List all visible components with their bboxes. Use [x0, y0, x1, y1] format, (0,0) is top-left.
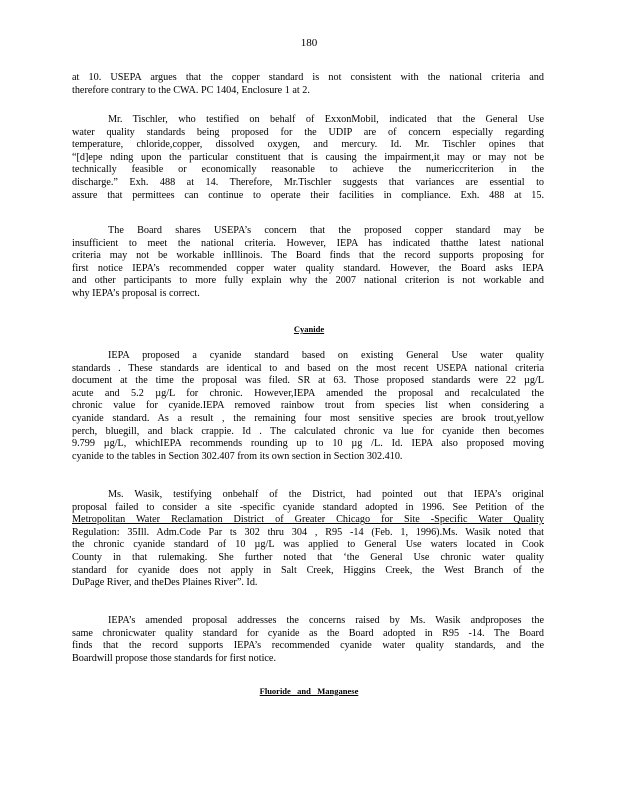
- text-line: why IEPA’s proposal is correct.: [72, 287, 200, 299]
- text-line: IEPA proposed a cyanide standard based on existing General Use water quality: [108, 350, 544, 361]
- text-line: 9.799 µg/L, whichIEPA recommends rounding up to 10 µg /L. Id. IEPA also proposed moving: [72, 438, 544, 450]
- text-line: criteria may not be workable inIllinois. The Board finds that the record supports proposing for: [72, 250, 544, 262]
- text-line: standards . These standards are identical to and based on the most recent USEPA national criteria: [72, 362, 544, 374]
- text-line: standard for cyanide does not apply in Salt Creek, Higgins Creek, the West Branch of the: [72, 564, 544, 576]
- text-line: therefore contrary to the CWA. PC 1404, Enclosure 1 at 2.: [72, 84, 310, 96]
- text-line: DuPage River, and theDes Plaines River”. Id.: [72, 577, 258, 589]
- text-line: The Board shares USEPA’s concern that the proposed copper standard may be: [108, 225, 544, 236]
- text-line: assure that permittees can continue to operate their facilities in compliance. Exh. 488 at 15.: [72, 189, 544, 201]
- text-line: at 10. USEPA argues that the copper standard is not consistent with the national criteria and: [72, 72, 544, 83]
- text-line: and other participants to more fully explain why the 2007 national criterion is not workable and: [72, 275, 544, 287]
- text-line: technically feasible or economically reasonable to achieve the numericcriterion in the: [72, 164, 544, 176]
- text-line: Metropolitan Water Reclamation District of Greater Chicago for Site -Specific Water Quality: [72, 514, 544, 526]
- text-line: acute and 5.2 µg/L for chronic. However,IEPA amended the proposal and recalculated the: [72, 387, 544, 399]
- paragraph-tischler: [72, 114, 544, 202]
- text-line: perch, bluegill, and black crappie. Id . The calculated chronic va lue for cyanide then becomes: [72, 425, 544, 437]
- text-line: Mr. Tischler, who testified on behalf of ExxonMobil, indicated that the General Use: [108, 114, 544, 125]
- paragraph-amended-proposal: [72, 615, 544, 665]
- text-line: the chronic cyanide standard of 10 µg/L was applied to General Use waters located in Cook: [72, 539, 544, 551]
- section-heading-fluoride-manganese: Fluoride and Manganese: [259, 686, 359, 696]
- text-line: County in that rulemaking. She further noted that ‘the General Use chronic water quality: [72, 551, 544, 563]
- paragraph-board-copper: [72, 225, 544, 301]
- text-line: Ms. Wasik, testifying onbehalf of the District, had pointed out that IEPA’s original: [108, 489, 544, 500]
- text-line: Regulation: 35Ill. Adm.Code Par ts 302 thru 304 , R95 -14 (Feb. 1, 1996).Ms. Wasik noted that: [72, 526, 544, 538]
- text-line: cyanide to the tables in Section 302.407 from its own section in Section 302.410.: [72, 450, 403, 462]
- text-line: water quality standards being proposed for the UDIP are of concern especially regarding: [72, 126, 544, 138]
- text-line: proposal failed to consider a site -specific cyanide standard adopted in 1996. See Petition of the: [72, 501, 544, 513]
- text-line: first notice IEPA’s recommended copper water quality standard. However, the Board asks IEPA: [72, 262, 544, 274]
- page-number: 180: [300, 37, 318, 49]
- text-line: chronic value for cyanide.IEPA removed rainbow trout from species list when considering a: [72, 400, 544, 412]
- text-line: IEPA’s amended proposal addresses the concerns raised by Ms. Wasik andproposes the: [108, 615, 544, 626]
- text-line: discharge.” Exh. 488 at 14. Therefore, Mr.Tischler suggests that variances are essential to: [72, 176, 544, 188]
- section-heading-cyanide: Cyanide: [293, 324, 325, 334]
- paragraph-copper-usepa: [72, 72, 544, 97]
- text-line: cyanide standard. As a result , the remaining four most sensitive species are brook trout,yellow: [72, 412, 544, 424]
- text-line: insufficient to meet the national criteria. However, IEPA has indicated thatthe latest national: [72, 237, 544, 249]
- paragraph-wasik: [72, 489, 544, 590]
- text-line: document at the time the proposal was filed. SR at 63. Those proposed standards were 22 µg/L: [72, 375, 544, 387]
- text-line: same chronicwater quality standard for cyanide as the Board adopted in R95 -14. The Board: [72, 627, 544, 639]
- text-line: Boardwill propose those standards for first notice.: [72, 652, 276, 664]
- text-line: finds that the record supports IEPA’s recommended cyanide water quality standards, and the: [72, 640, 544, 652]
- paragraph-cyanide-proposal: [72, 350, 544, 463]
- text-line: temperature, chloride,copper, dissolved oxygen, and mercury. Id. Mr. Tischler opines that: [72, 139, 544, 151]
- text-line: “[d]epe nding upon the particular constituent that is causing the impairment,it may or may not be: [72, 151, 544, 163]
